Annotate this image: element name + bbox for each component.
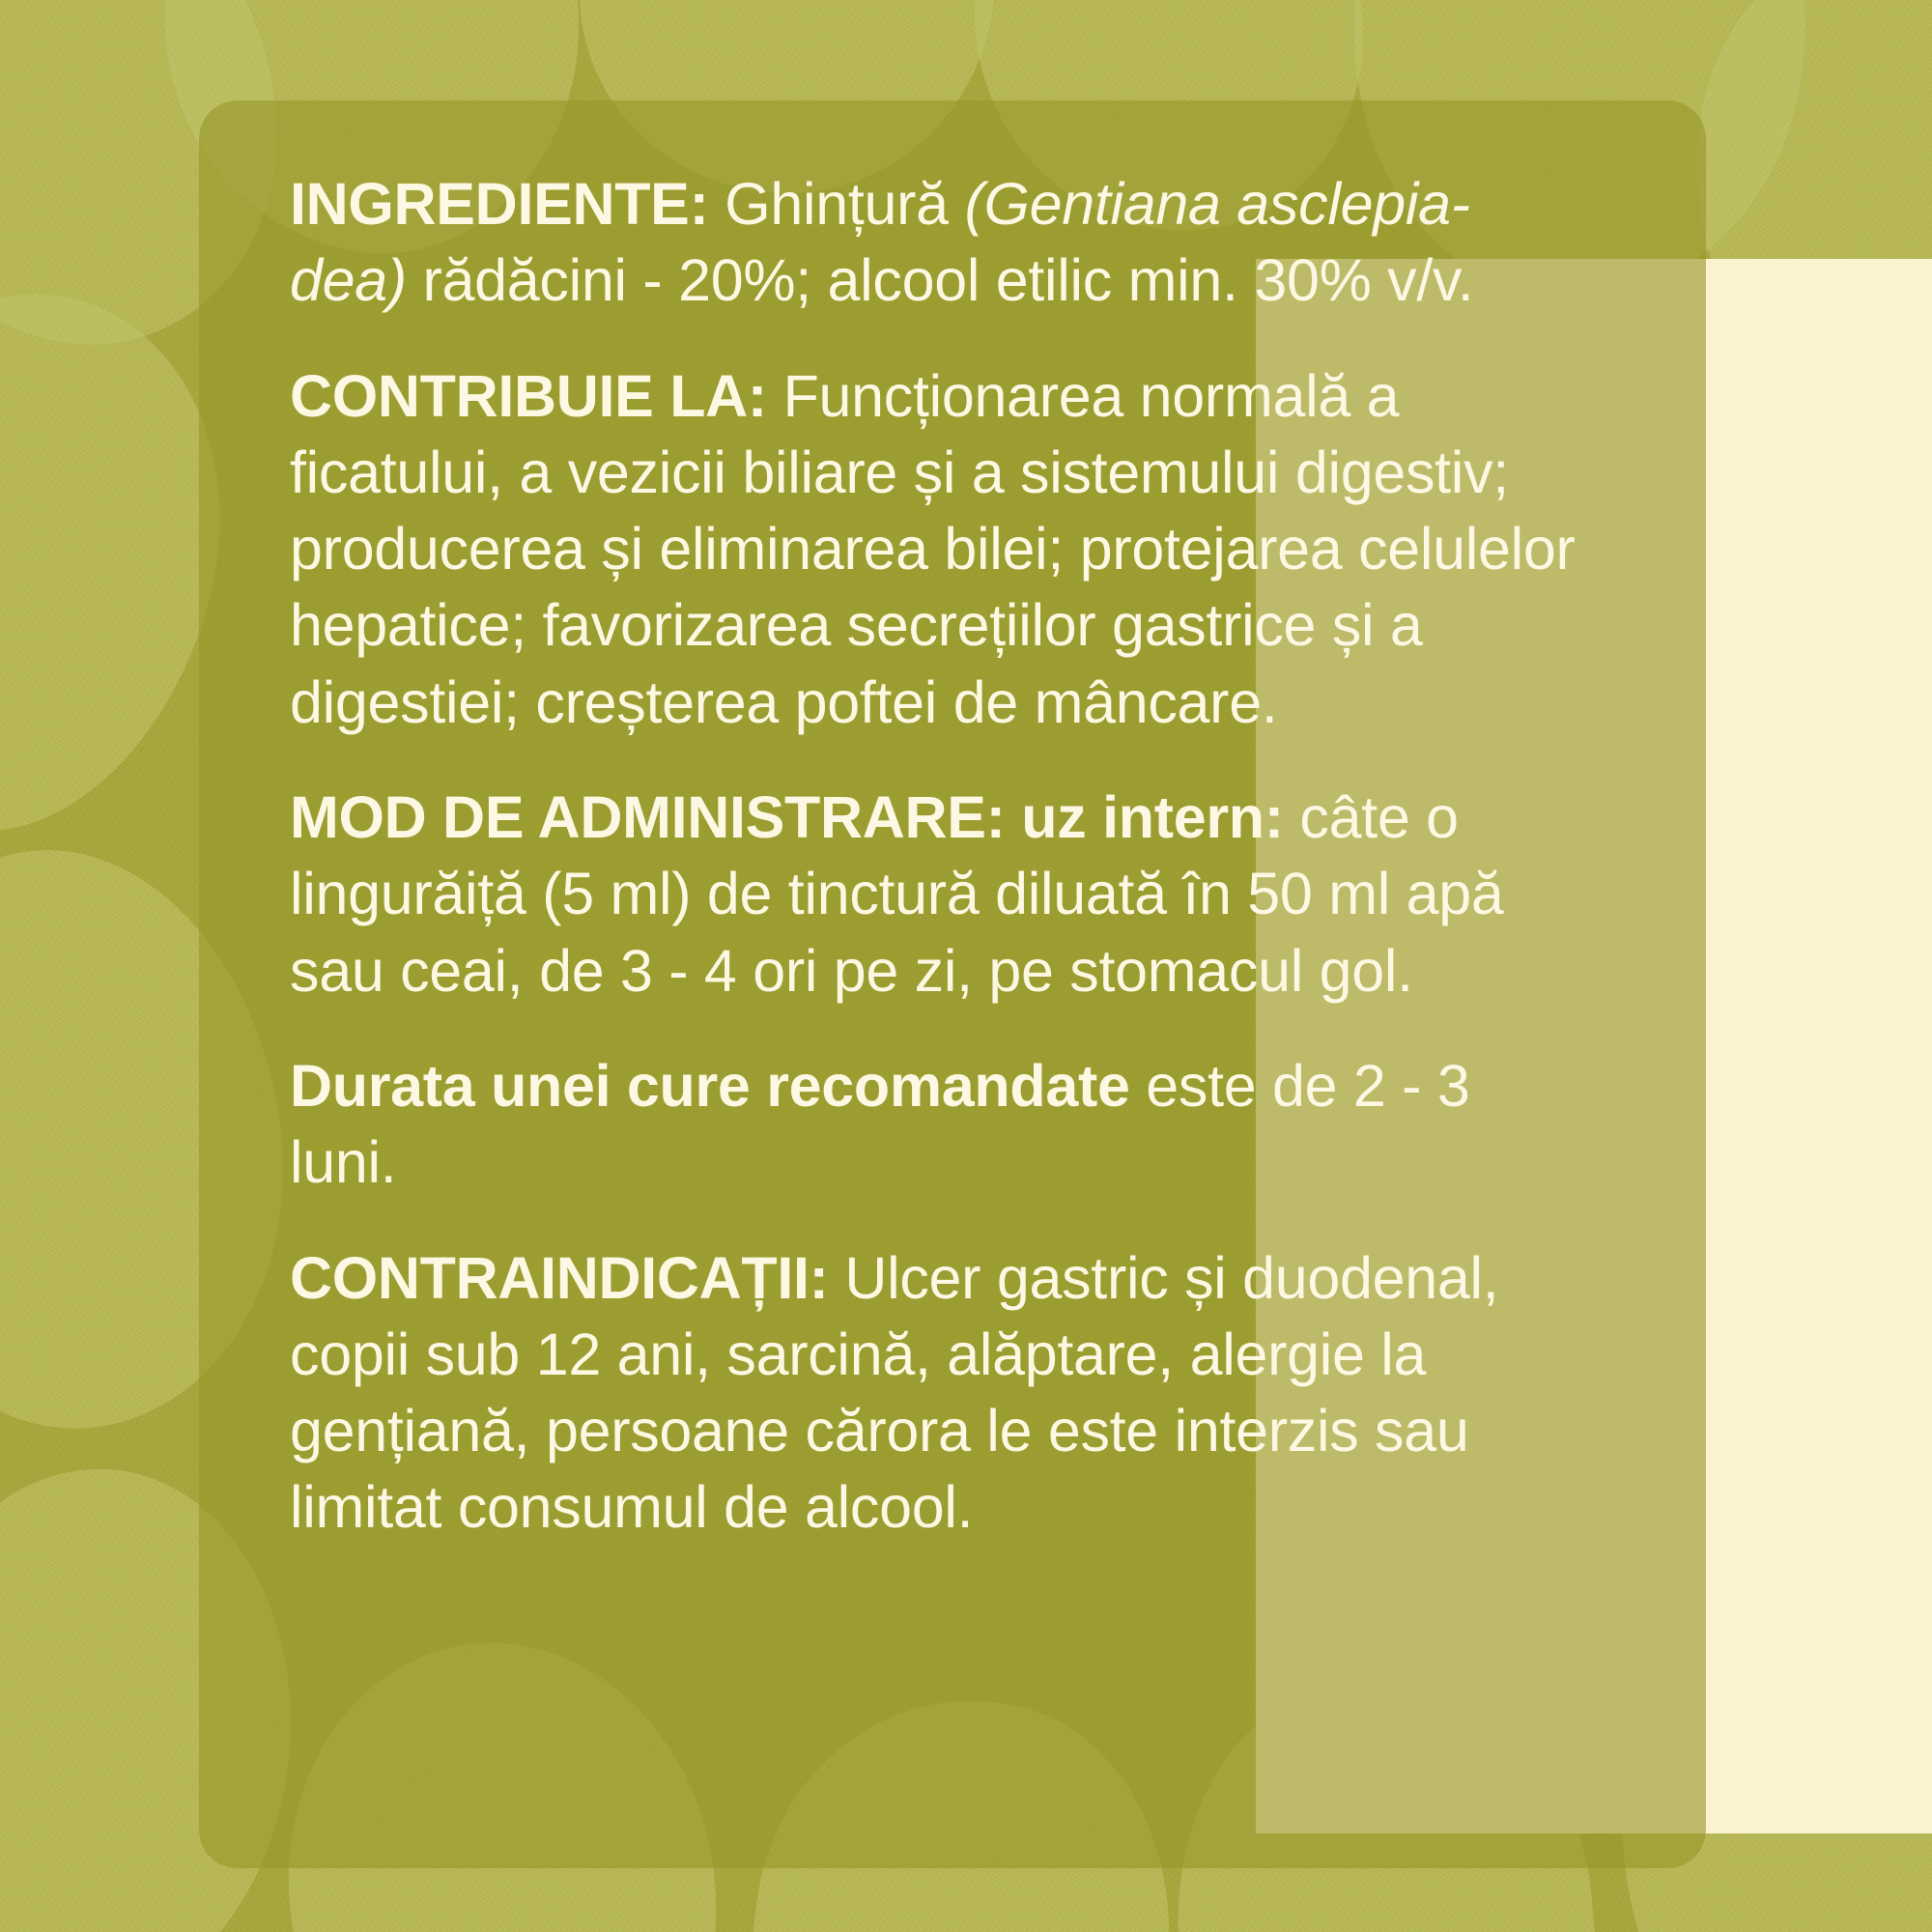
section-ingrediente-body-after: rădăcini - 20%; alcool etilic min. 30% v/v.: [406, 247, 1474, 314]
section-mod-de-administrare-heading: MOD DE ADMINISTRARE: uz intern:: [290, 784, 1284, 851]
section-contribuie-la: [290, 358, 1584, 741]
section-contraindicatii-heading: CONTRAINDICAȚII:: [290, 1244, 829, 1311]
section-ingrediente-heading: INGREDIENTE:: [290, 171, 709, 237]
section-ingrediente: [290, 166, 1584, 320]
section-contribuie-la-body: Funcționarea normală a ficatului, a vezicii biliare și a sistemului digestiv; producerea și eliminarea bilei; protejarea celulelor hepatice; favorizarea secrețiilor gastrice și a digestiei; creșterea poftei de mâncare.: [290, 362, 1576, 735]
section-durata-cure-heading: Durata unei cure recomandate: [290, 1052, 1130, 1119]
section-contraindicatii-body: Ulcer gastric și duodenal, copii sub 12 ani, sarcină, alăptare, alergie la gențiană, persoane cărora le este interzis sau limitat consumul de alcool.: [290, 1244, 1499, 1541]
section-ingrediente-scientific-name: (Gentiana asclepia-dea): [290, 171, 1470, 314]
section-contribuie-la-heading: CONTRIBUIE LA:: [290, 362, 767, 429]
section-ingrediente-body-before: Ghințură: [708, 171, 965, 237]
section-mod-de-administrare: [290, 780, 1584, 1009]
section-durata-cure: [290, 1048, 1584, 1202]
section-durata-cure-body: este de 2 - 3 luni.: [290, 1052, 1470, 1196]
section-mod-de-administrare-body: câte o lingurăiță (5 ml) de tinctură diluată în 50 ml apă sau ceai, de 3 - 4 ori pe zi, pe stomacul gol.: [290, 784, 1504, 1004]
label-text-content: [290, 166, 1584, 1547]
section-contraindicatii: [290, 1240, 1584, 1547]
